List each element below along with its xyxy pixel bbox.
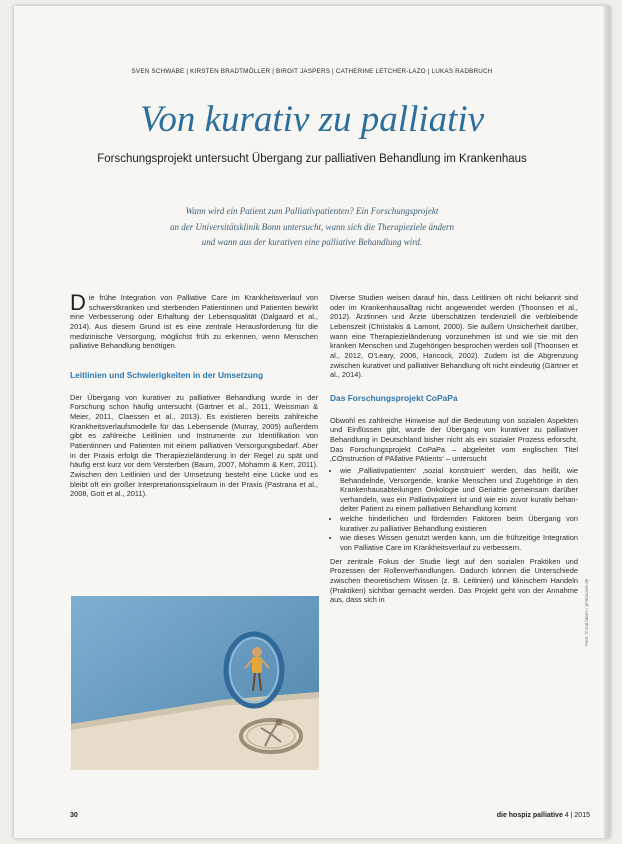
section-heading: Leitlinien und Schwierigkeiten in der Umsetzung [70, 369, 264, 380]
page-number: 30 [70, 812, 78, 819]
paragraph: Obwohl es zahlreiche Hinweise auf die Bedeutung von sozialen Aspekten und Einflüssen gibt, wurde der Übergang von kurativer zu palliativer Behandlung in Deutschland bisher nicht als ein sozialer Prozess erforscht. Das Forschungsprojekt CoPaPa – abgeleitet vom englischen Titel ‚COnstruction of PAllative PAtients‘ – untersucht [330, 415, 578, 464]
bullet-item: • wie dieses Wissen genutzt werden kann, um die frühzeitige Integration von Palliative Care im Krankheitsverlauf zu verbessern. [340, 533, 578, 552]
footer-magazine [497, 812, 590, 819]
bullet-item: • wie ‚Palliativpatienten‘ ‚sozial konstruiert‘ werden, das heißt, wie Behandelnde, Versorgende, kranke Menschen und Zugehörige in den Krankenhausabteilungen Onkologie und Geriatrie gemeinsam darüber verhandeln, was ein Palliativpatient ist und wie ein zuvor kurativ behandelter Patient zu einem palliativen Behandlung kommt [340, 466, 578, 514]
magazine-page [14, 6, 610, 838]
issue-number: 4 | 2015 [564, 812, 590, 819]
bullet-list [330, 466, 578, 553]
illustration-graphic [71, 596, 319, 770]
paragraph [70, 290, 318, 351]
article-title: Von kurativ zu palliativ [139, 99, 485, 140]
drop-cap: D [70, 290, 86, 315]
article-subtitle: Forschungsprojekt untersucht Übergang zur palliativen Behandlung im Krankenhaus [97, 153, 527, 165]
paragraph: Der zentrale Fokus der Studie liegt auf den sozialen Praktiken und Prozessen der Rollenverhandlungen. Dadurch können die Unterschiede zwischen theoretischem Wissen (z. B. Leitinien) und klinischem Handeln (Praktiken) sichtbar gemacht werden. Das Projekt geht von der Annahme aus, dass sich in [330, 556, 578, 605]
intro-line: Wann wird ein Patient zum Palliativpatienten? Ein Forschungsprojekt [185, 206, 439, 216]
magazine-name: die hospiz palliative [496, 812, 563, 819]
article-illustration [71, 596, 319, 770]
right-column [330, 293, 578, 613]
intro-text [144, 204, 480, 251]
intro-line: an der Universitätsklinik Bonn untersucht, wann sich die Therapieziele ändern [170, 221, 454, 232]
bullet-item: • welche hinderlichen und fördernden Faktoren beim Übergang von kurativer zu palliativer Behandlung existieren [340, 514, 578, 533]
intro-line: und wann aus der kurativen eine palliative Behandlung wird. [201, 237, 423, 247]
author-line: SVEN SCHWABE | KIRSTEN BRADTMÖLLER | BIRGIT JASPERS | CATHERINE LETCHER-LAZO | LUKAS RADBRUCH [131, 68, 493, 75]
section-heading: Das Forschungsprojekt CoPaPa [330, 392, 458, 403]
photo-credit: Foto: © Kai Mann / photocase.de [584, 578, 589, 646]
paragraph: Der Übergang von kurativer zu palliativer Behandlung wurde in der Forschung schon häufig untersucht (Gärtner et al., 2011, Weissman & Meier, 2011, Claessen et al., 2013). Es existieren bereits zahlreiche Krankheitsverlaufsmodelle für das Lebensende (Murray, 2005) außerdem gibt es zahlreiche Leitlinien und Instrumente zur Identifikation von Patientinnen und Patienten mit einem palliativen Versorgungsbedarf. Aber in der Praxis erfolgt die Therapiezieländerung in der Regel zu spät und häufig erst kurz vor dem Versterben (Baum, 2007, Mohamm & Kerr, 2011). Zwischen den Leitlinien und der Umsetzung besteht eine Lücke und es bleibt oft ein großer Interpretationsspielraum in der Praxis (Pastrana et al., 2008, Gott et al., 2011). [70, 392, 318, 499]
paragraph-text: ie frühe Integration von Palliative Care im Krankheitsverlauf von schwerstkranken und sterbenden Patientinnen und Patienten bewirkt eine Verbesserung oder Erhaltung der Lebensqualität (Dalgaard et al., 2014). Aus diesem Grund ist es eine zentrale Herausforderung für die medizinische Versorgung, möglichst früh zu erkennen, wenn Menschen palliative Behandlung benötigen. [70, 293, 318, 351]
left-column [70, 290, 318, 507]
paragraph: Diverse Studien weisen darauf hin, dass Leitlinien oft nicht bekannt sind oder im Krankenhausalltag nicht angewendet werden (Thoonsen et al., 2012). Ärztinnen und Ärzte überschätzen tendenziell die verbleibende Lebenszeit (Christakis & Lamont, 2000). Sie äußern Unsicherheit darüber, wann eine Therapiezieländerung vorzunehmen ist und wie sie mit den kranken Menschen und Zugehörigen besprochen werden soll (Thoonsen et al., 2012, O’Leary, 2006, Hancock, 2002). Zudem ist die Abgrenzung zwischen kurativer und palliativer Behandlung oft nicht eindeutig (Gärtner et al., 2014). [330, 293, 578, 380]
